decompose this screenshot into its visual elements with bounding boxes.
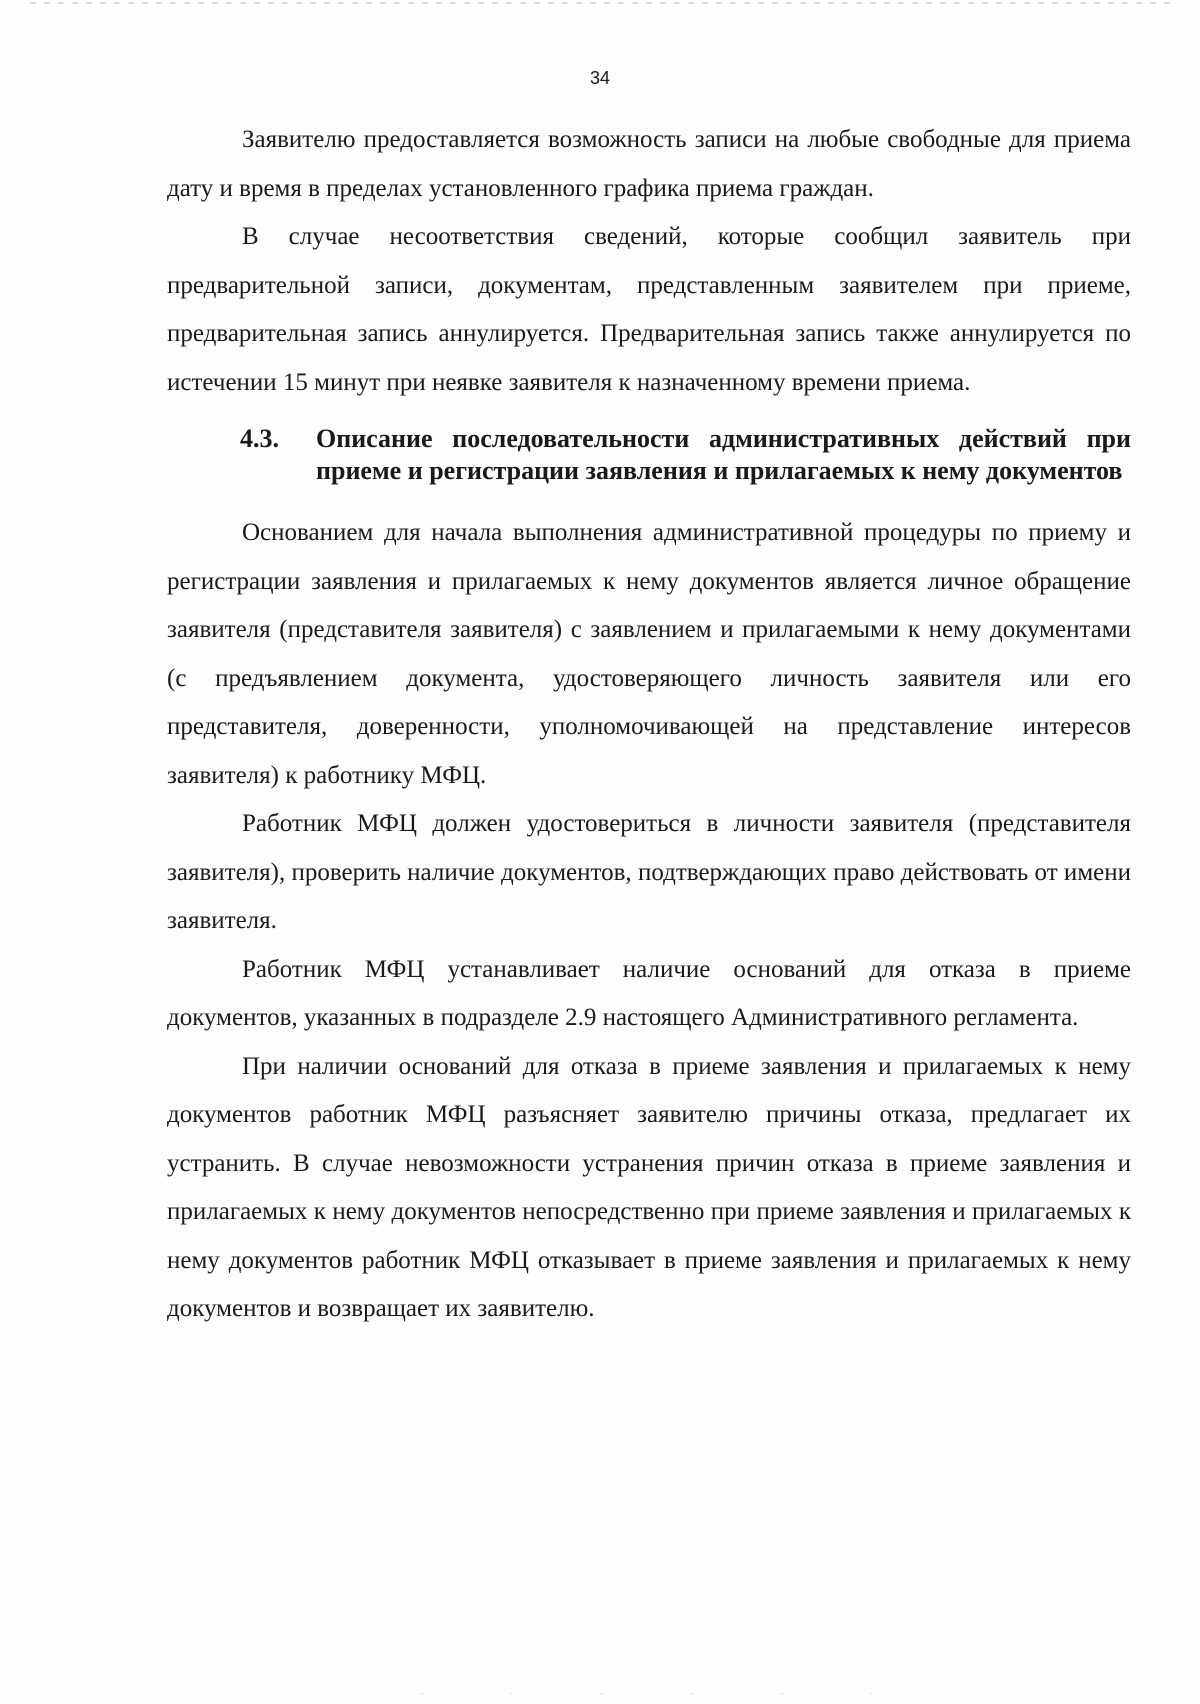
section-heading [167, 423, 1131, 487]
paragraph: Работник МФЦ устанавливает наличие оснований для отказа в приеме документов, указанных в подразделе 2.9 настоящего Административного регламента. [167, 955, 1131, 1031]
section-title: Описание последовательности административных действий при приеме и регистрации заявления и прилагаемых к нему документов [316, 424, 1131, 485]
scan-artifact-bottom [420, 1693, 900, 1694]
section-number: 4.3. [240, 424, 279, 453]
paragraph: В случае несоответствия сведений, которые сообщил заявитель при предварительной записи, документам, представленным заявителем при приеме, предварительная запись аннулируется. Предварительная запись также аннулируется по истечении 15 минут при неявке заявителя к назначенному времени приема. [167, 223, 1131, 396]
page-number: 34 [589, 68, 611, 88]
paragraph: Работник МФЦ должен удостовериться в личности заявителя (представителя заявителя), проверить наличие документов, подтверждающих право действовать от имени заявителя. [167, 810, 1131, 934]
paragraph: Заявителю предоставляется возможность записи на любые свободные для приема дату и время в пределах установленного графика приема граждан. [167, 126, 1131, 202]
document-body [167, 116, 1131, 1334]
paragraph: Основанием для начала выполнения административной процедуры по приему и регистрации заявления и прилагаемых к нему документов является личное обращение заявителя (представителя заявителя) с заявлением и прилагаемыми к нему документами (с предъявлением документа, удостоверяющего личность заявителя или его представителя, доверенности, уполномочивающей на представление интересов заявителя) к работнику МФЦ. [167, 519, 1131, 789]
scan-artifact-top [30, 2, 1170, 4]
paragraph: При наличии оснований для отказа в приеме заявления и прилагаемых к нему документов работник МФЦ разъясняет заявителю причины отказа, предлагает их устранить. В случае невозможности устранения причин отказа в приеме заявления и прилагаемых к нему документов непосредственно при приеме заявления и прилагаемых к нему документов работник МФЦ отказывает в приеме заявления и прилагаемых к нему документов и возвращает их заявителю. [167, 1052, 1131, 1322]
